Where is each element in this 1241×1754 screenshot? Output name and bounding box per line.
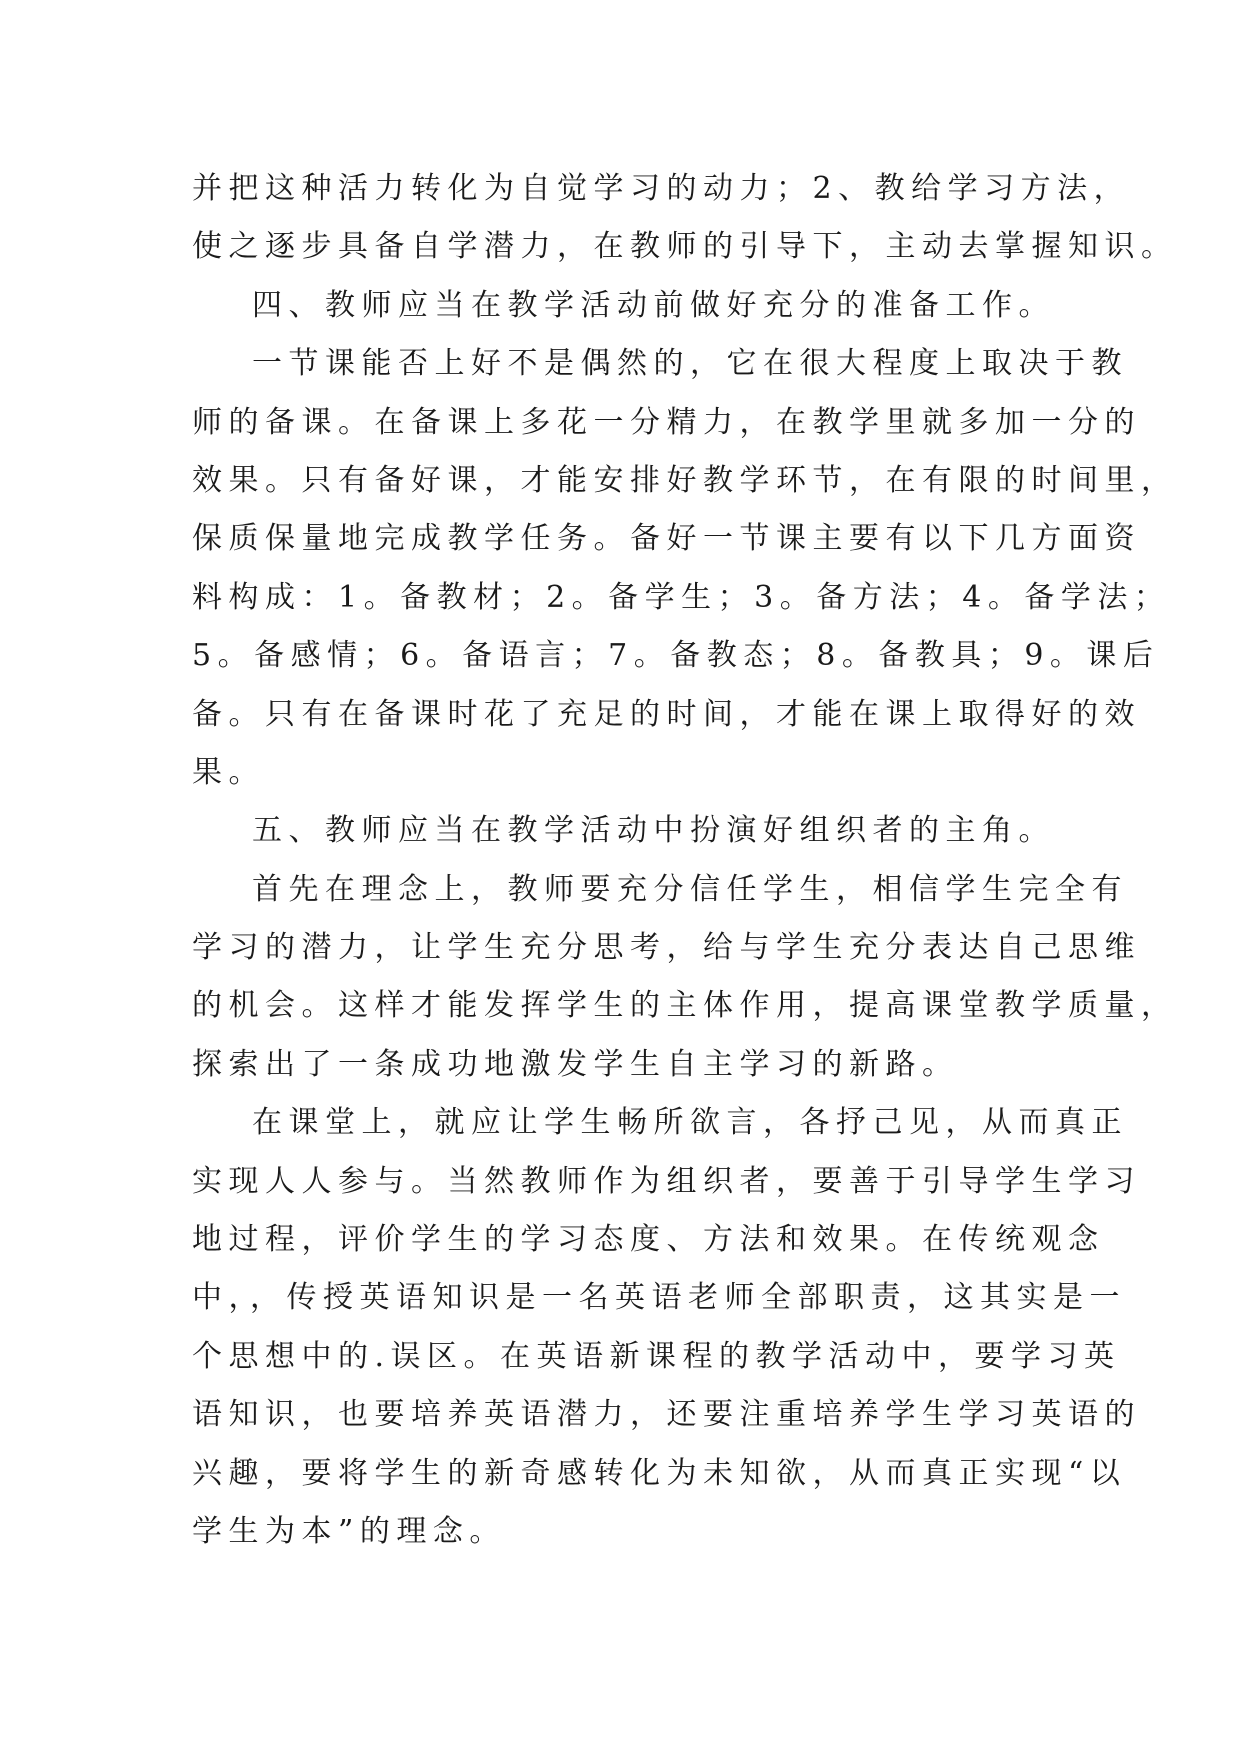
paragraph-start: 一节课能否上好不是偶然的，它在很大程度上取决于教 xyxy=(252,346,1128,382)
text-line: 学习的潜力，让学生充分思考，给与学生充分表达自己思维 xyxy=(192,930,1141,966)
text-line: 兴趣，要将学生的新奇感转化为未知欲，从而真正实现“以 xyxy=(192,1455,1127,1491)
text-line: 实现人人参与。当然教师作为组织者，要善于引导学生学习 xyxy=(192,1163,1141,1199)
text-line: 语知识，也要培养英语潜力，还要注重培养学生学习英语的 xyxy=(192,1397,1141,1433)
text-line: 料构成：1。备教材；2。备学生；3。备方法；4。备学法； xyxy=(192,579,1171,615)
text-line: 5。备感情；6。备语言；7。备教态；8。备教具；9。课后 xyxy=(192,638,1160,674)
text-line: 保质保量地完成教学任务。备好一节课主要有以下几方面资 xyxy=(192,521,1141,557)
paragraph-start: 在课堂上，就应让学生畅所欲言，各抒己见，从而真正 xyxy=(252,1105,1128,1141)
text-line: 果。 xyxy=(192,754,265,790)
section-heading-five: 五、教师应当在教学活动中扮演好组织者的主角。 xyxy=(252,813,1055,849)
text-line: 并把这种活力转化为自觉学习的动力；2、教给学习方法， xyxy=(192,171,1131,206)
text-line: 使之逐步具备自学潜力，在教师的引导下，主动去掌握知识。 xyxy=(192,229,1178,265)
text-line: 探索出了一条成功地激发学生自主学习的新路。 xyxy=(192,1046,959,1082)
text-line: 中，，传授英语知识是一名英语老师全部职责，这其实是一 xyxy=(192,1280,1126,1316)
document-body xyxy=(192,160,1178,1561)
text-line: 师的备课。在备课上多花一分精力，在教学里就多加一分的 xyxy=(192,404,1141,440)
text-line: 地过程，评价学生的学习态度、方法和效果。在传统观念 xyxy=(192,1222,1105,1258)
text-line: 的机会。这样才能发挥学生的主体作用，提高课堂教学质量， xyxy=(192,988,1178,1024)
text-line: 备。只有在备课时花了充足的时间，才能在课上取得好的效 xyxy=(192,696,1141,732)
text-line: 个思想中的.误区。在英语新课程的教学活动中，要学习英 xyxy=(192,1338,1121,1374)
paragraph-start: 首先在理念上，教师要充分信任学生，相信学生完全有 xyxy=(252,871,1128,907)
text-line: 学生为本”的理念。 xyxy=(192,1513,506,1549)
section-heading-four: 四、教师应当在教学活动前做好充分的准备工作。 xyxy=(252,287,1055,323)
text-line: 效果。只有备好课，才能安排好教学环节，在有限的时间里， xyxy=(192,462,1178,498)
